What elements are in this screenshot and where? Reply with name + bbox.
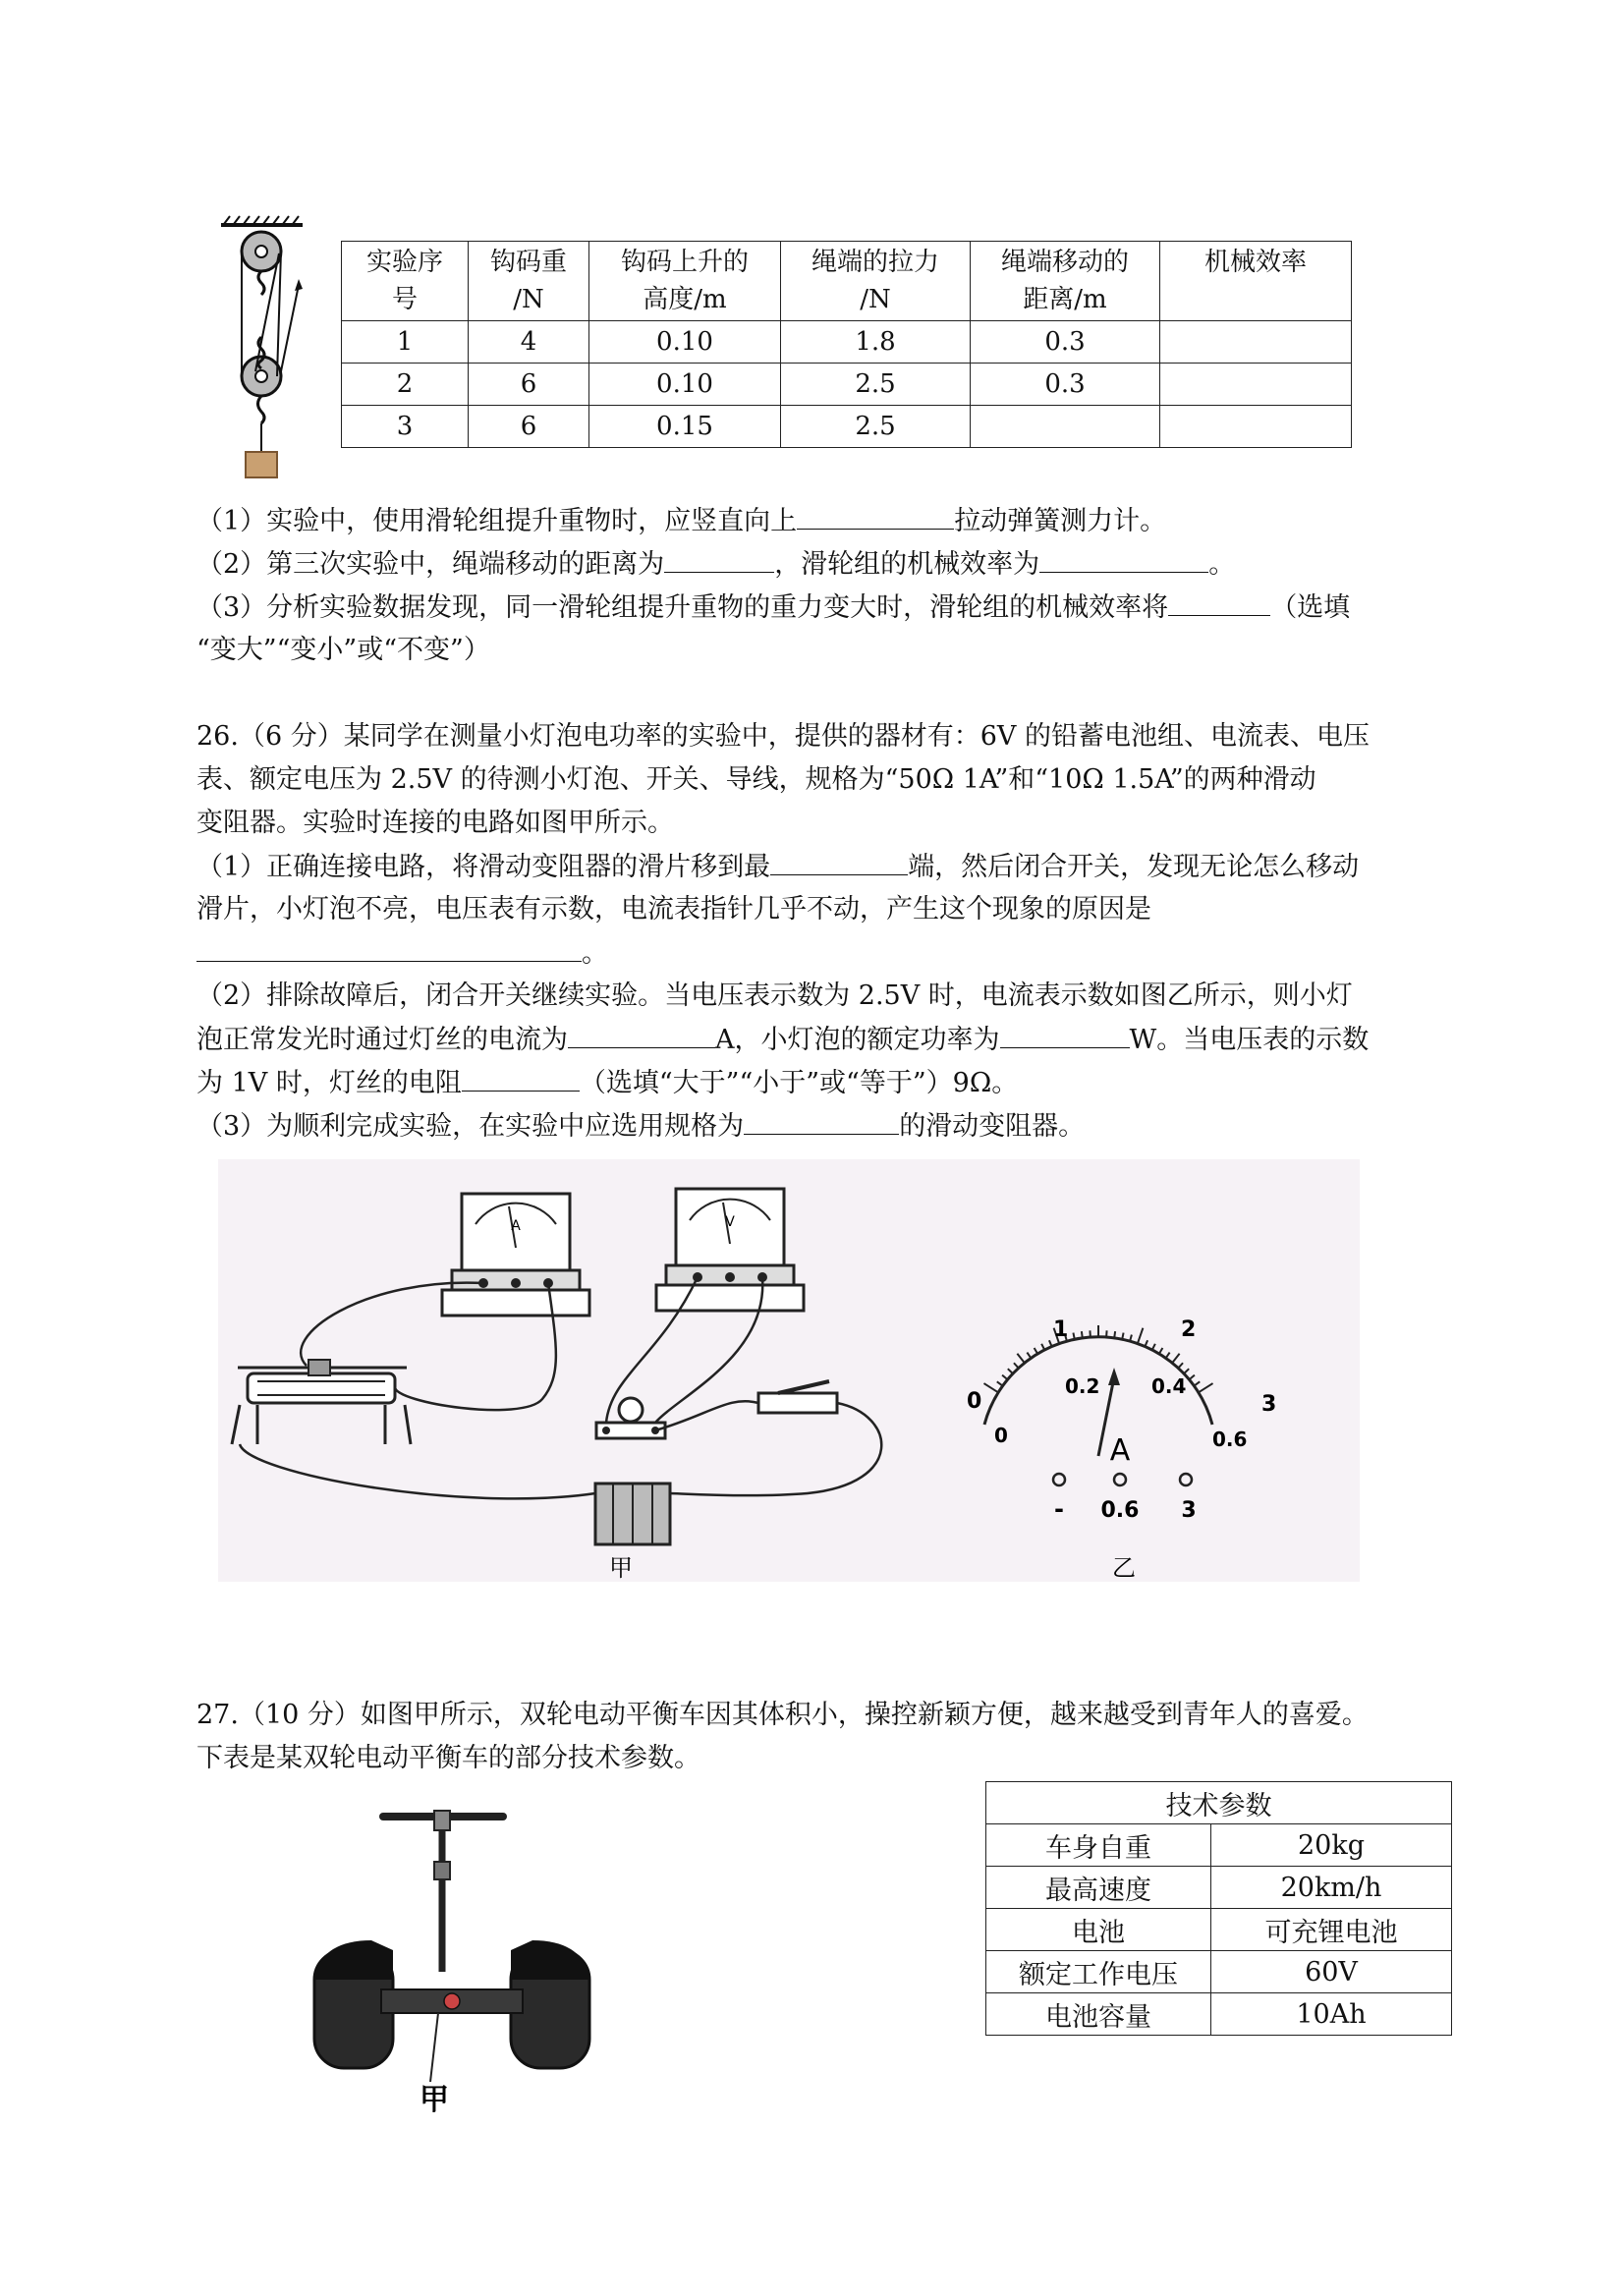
dial-unit: A bbox=[1109, 1433, 1131, 1468]
voltmeter bbox=[656, 1189, 804, 1311]
tech-params-table bbox=[985, 1781, 1452, 2036]
answer-blank[interactable] bbox=[196, 931, 582, 962]
dial-tick bbox=[1172, 1354, 1180, 1364]
answer-blank[interactable] bbox=[1000, 1018, 1130, 1048]
q26-stem-line3: 变阻器。实验时连接的电路如图甲所示。 bbox=[196, 808, 674, 838]
switch bbox=[758, 1381, 837, 1413]
table-cell bbox=[1160, 321, 1352, 364]
table-cell: 0.3 bbox=[971, 364, 1160, 406]
table-cell: 0.10 bbox=[589, 364, 781, 406]
pulley-figure bbox=[216, 214, 314, 481]
rheostat bbox=[232, 1360, 411, 1444]
answer-blank[interactable] bbox=[1168, 586, 1270, 616]
table-row bbox=[986, 1909, 1452, 1951]
header-cell: 机械效率 bbox=[1160, 242, 1352, 321]
param-name: 额定工作电压 bbox=[986, 1951, 1211, 1993]
answer-blank[interactable] bbox=[1039, 542, 1208, 573]
q26-part1: （1）正确连接电路，将滑动变阻器的滑片移到最 端，然后闭合开关，发现无论怎么移动 bbox=[196, 845, 1359, 889]
table-cell bbox=[1160, 406, 1352, 448]
dial-inner-3: 0.6 bbox=[1212, 1428, 1248, 1451]
table-row bbox=[986, 1824, 1452, 1867]
q26-part2: （2）排除故障后，闭合开关继续实验。当电压表示数为 2.5V 时，电流表示数如图乙所示，则小灯 bbox=[196, 980, 1353, 1011]
table-header-row bbox=[342, 242, 1352, 321]
q26-stem-line1: 26.（6 分）某同学在测量小灯泡电功率的实验中，提供的器材有：6V 的铅蓄电池组、电流表、电压 bbox=[196, 721, 1370, 752]
answer-blank[interactable] bbox=[797, 499, 954, 530]
battery bbox=[595, 1484, 670, 1544]
q26-part1-answer: 。 bbox=[196, 931, 608, 976]
q26-part1-cont: 滑片，小灯泡不亮，电压表有示数，电流表指针几乎不动，产生这个现象的原因是 bbox=[196, 894, 1151, 924]
dial-tick bbox=[1106, 1330, 1107, 1338]
param-name: 车身自重 bbox=[986, 1824, 1211, 1867]
table-cell: 0.15 bbox=[589, 406, 781, 448]
q25-part3: （3）分析实验数据发现，同一滑轮组提升重物的重力变大时，滑轮组的机械效率将 （选填 bbox=[196, 586, 1350, 630]
param-value: 20kg bbox=[1211, 1824, 1452, 1867]
circuit-drawing bbox=[218, 1159, 1360, 1582]
table-cell: 4 bbox=[469, 321, 589, 364]
q26-part2-cont2: 为 1V 时，灯丝的电阻 （选填“大于”“小于”或“等于”）9Ω。 bbox=[196, 1061, 1018, 1105]
answer-blank[interactable] bbox=[744, 1104, 899, 1135]
table-title-row bbox=[986, 1782, 1452, 1824]
dial-tick bbox=[1017, 1354, 1025, 1364]
table-cell: 6 bbox=[469, 364, 589, 406]
table-cell bbox=[1160, 364, 1352, 406]
answer-blank[interactable] bbox=[462, 1061, 580, 1092]
table-cell: 2.5 bbox=[781, 364, 971, 406]
terminal-3: 3 bbox=[1181, 1498, 1197, 1523]
q26-stem-line2: 表、额定电压为 2.5V 的待测小灯泡、开关、导线，规格为“50Ω 1A”和“10Ω 1.5A”的两种滑动 bbox=[196, 764, 1316, 795]
param-value: 10Ah bbox=[1211, 1993, 1452, 2036]
figure-label-jia: 甲 bbox=[420, 2083, 449, 2117]
balance-car-figure bbox=[305, 1803, 599, 2117]
ammeter-symbol: A bbox=[511, 1218, 521, 1234]
header-cell: 钩码重 /N bbox=[469, 242, 589, 321]
header-cell: 实验序 号 bbox=[342, 242, 469, 321]
dial-tick bbox=[1114, 1331, 1115, 1339]
figure-label-jia: 甲 bbox=[609, 1554, 633, 1582]
param-name: 电池容量 bbox=[986, 1993, 1211, 2036]
q25-part3-cont: “变大”“变小”或“不变”） bbox=[196, 635, 490, 665]
table-row bbox=[342, 321, 1352, 364]
dial-outer-1: 1 bbox=[1053, 1317, 1069, 1342]
table-cell: 1.8 bbox=[781, 321, 971, 364]
dial-tick bbox=[1090, 1330, 1091, 1338]
q26-part2-cont: 泡正常发光时通过灯丝的电流为 A，小灯泡的额定功率为 W。当电压表的示数 bbox=[196, 1018, 1369, 1062]
header-cell: 绳端移动的 距离/m bbox=[971, 242, 1160, 321]
param-name: 最高速度 bbox=[986, 1867, 1211, 1909]
q25-part2: （2）第三次实验中，绳端移动的距离为 ，滑轮组的机械效率为 。 bbox=[196, 542, 1235, 587]
dial-tick bbox=[1198, 1383, 1212, 1393]
table-title: 技术参数 bbox=[986, 1782, 1452, 1824]
table-row bbox=[986, 1951, 1452, 1993]
table-row bbox=[986, 1867, 1452, 1909]
dial-tick bbox=[983, 1383, 998, 1393]
dial-inner-0: 0 bbox=[994, 1424, 1008, 1447]
table-cell: 0.10 bbox=[589, 321, 781, 364]
q26-part3: （3）为顺利完成实验，在实验中应选用规格为 的滑动变阻器。 bbox=[196, 1104, 1085, 1148]
table-cell: 2.5 bbox=[781, 406, 971, 448]
answer-blank[interactable] bbox=[568, 1018, 715, 1048]
answer-blank[interactable] bbox=[664, 542, 774, 573]
param-value: 60V bbox=[1211, 1951, 1452, 1993]
ammeter-dial bbox=[967, 1317, 1276, 1523]
q27-stem-line2: 下表是某双轮电动平衡车的部分技术参数。 bbox=[196, 1743, 700, 1773]
ammeter bbox=[442, 1194, 589, 1316]
circuit-figure bbox=[218, 1159, 1360, 1582]
figure-label-yi: 乙 bbox=[1112, 1554, 1136, 1582]
experiment-data-table bbox=[341, 241, 1352, 448]
answer-blank[interactable] bbox=[770, 845, 908, 875]
table-row bbox=[342, 364, 1352, 406]
dial-inner-1: 0.2 bbox=[1065, 1374, 1100, 1398]
table-cell: 2 bbox=[342, 364, 469, 406]
terminal-0-6: 0.6 bbox=[1100, 1498, 1140, 1523]
param-name: 电池 bbox=[986, 1909, 1211, 1951]
dial-tick bbox=[1183, 1369, 1189, 1374]
dial-tick bbox=[1008, 1369, 1014, 1374]
table-cell bbox=[971, 406, 1160, 448]
terminal-minus: - bbox=[1054, 1495, 1064, 1523]
header-cell: 绳端的拉力 /N bbox=[781, 242, 971, 321]
table-row bbox=[342, 406, 1352, 448]
param-value: 可充锂电池 bbox=[1211, 1909, 1452, 1951]
dial-outer-2: 2 bbox=[1181, 1317, 1197, 1342]
table-cell: 3 bbox=[342, 406, 469, 448]
param-value: 20km/h bbox=[1211, 1867, 1452, 1909]
header-cell: 钩码上升的 高度/m bbox=[589, 242, 781, 321]
table-cell: 0.3 bbox=[971, 321, 1160, 364]
q25-part1: （1）实验中，使用滑轮组提升重物时，应竖直向上 拉动弹簧测力计。 bbox=[196, 499, 1166, 543]
dial-tick bbox=[1137, 1328, 1143, 1345]
dial-tick bbox=[1082, 1331, 1083, 1339]
table-cell: 6 bbox=[469, 406, 589, 448]
voltmeter-symbol: V bbox=[725, 1214, 735, 1230]
table-row bbox=[986, 1993, 1452, 2036]
dial-inner-2: 0.4 bbox=[1151, 1374, 1187, 1398]
dial-outer-3: 3 bbox=[1261, 1392, 1277, 1417]
table-cell: 1 bbox=[342, 321, 469, 364]
q27-stem-line1: 27.（10 分）如图甲所示，双轮电动平衡车因其体积小，操控新颖方便，越来越受到青年人的喜爱。 bbox=[196, 1700, 1369, 1730]
dial-outer-0: 0 bbox=[967, 1389, 982, 1414]
